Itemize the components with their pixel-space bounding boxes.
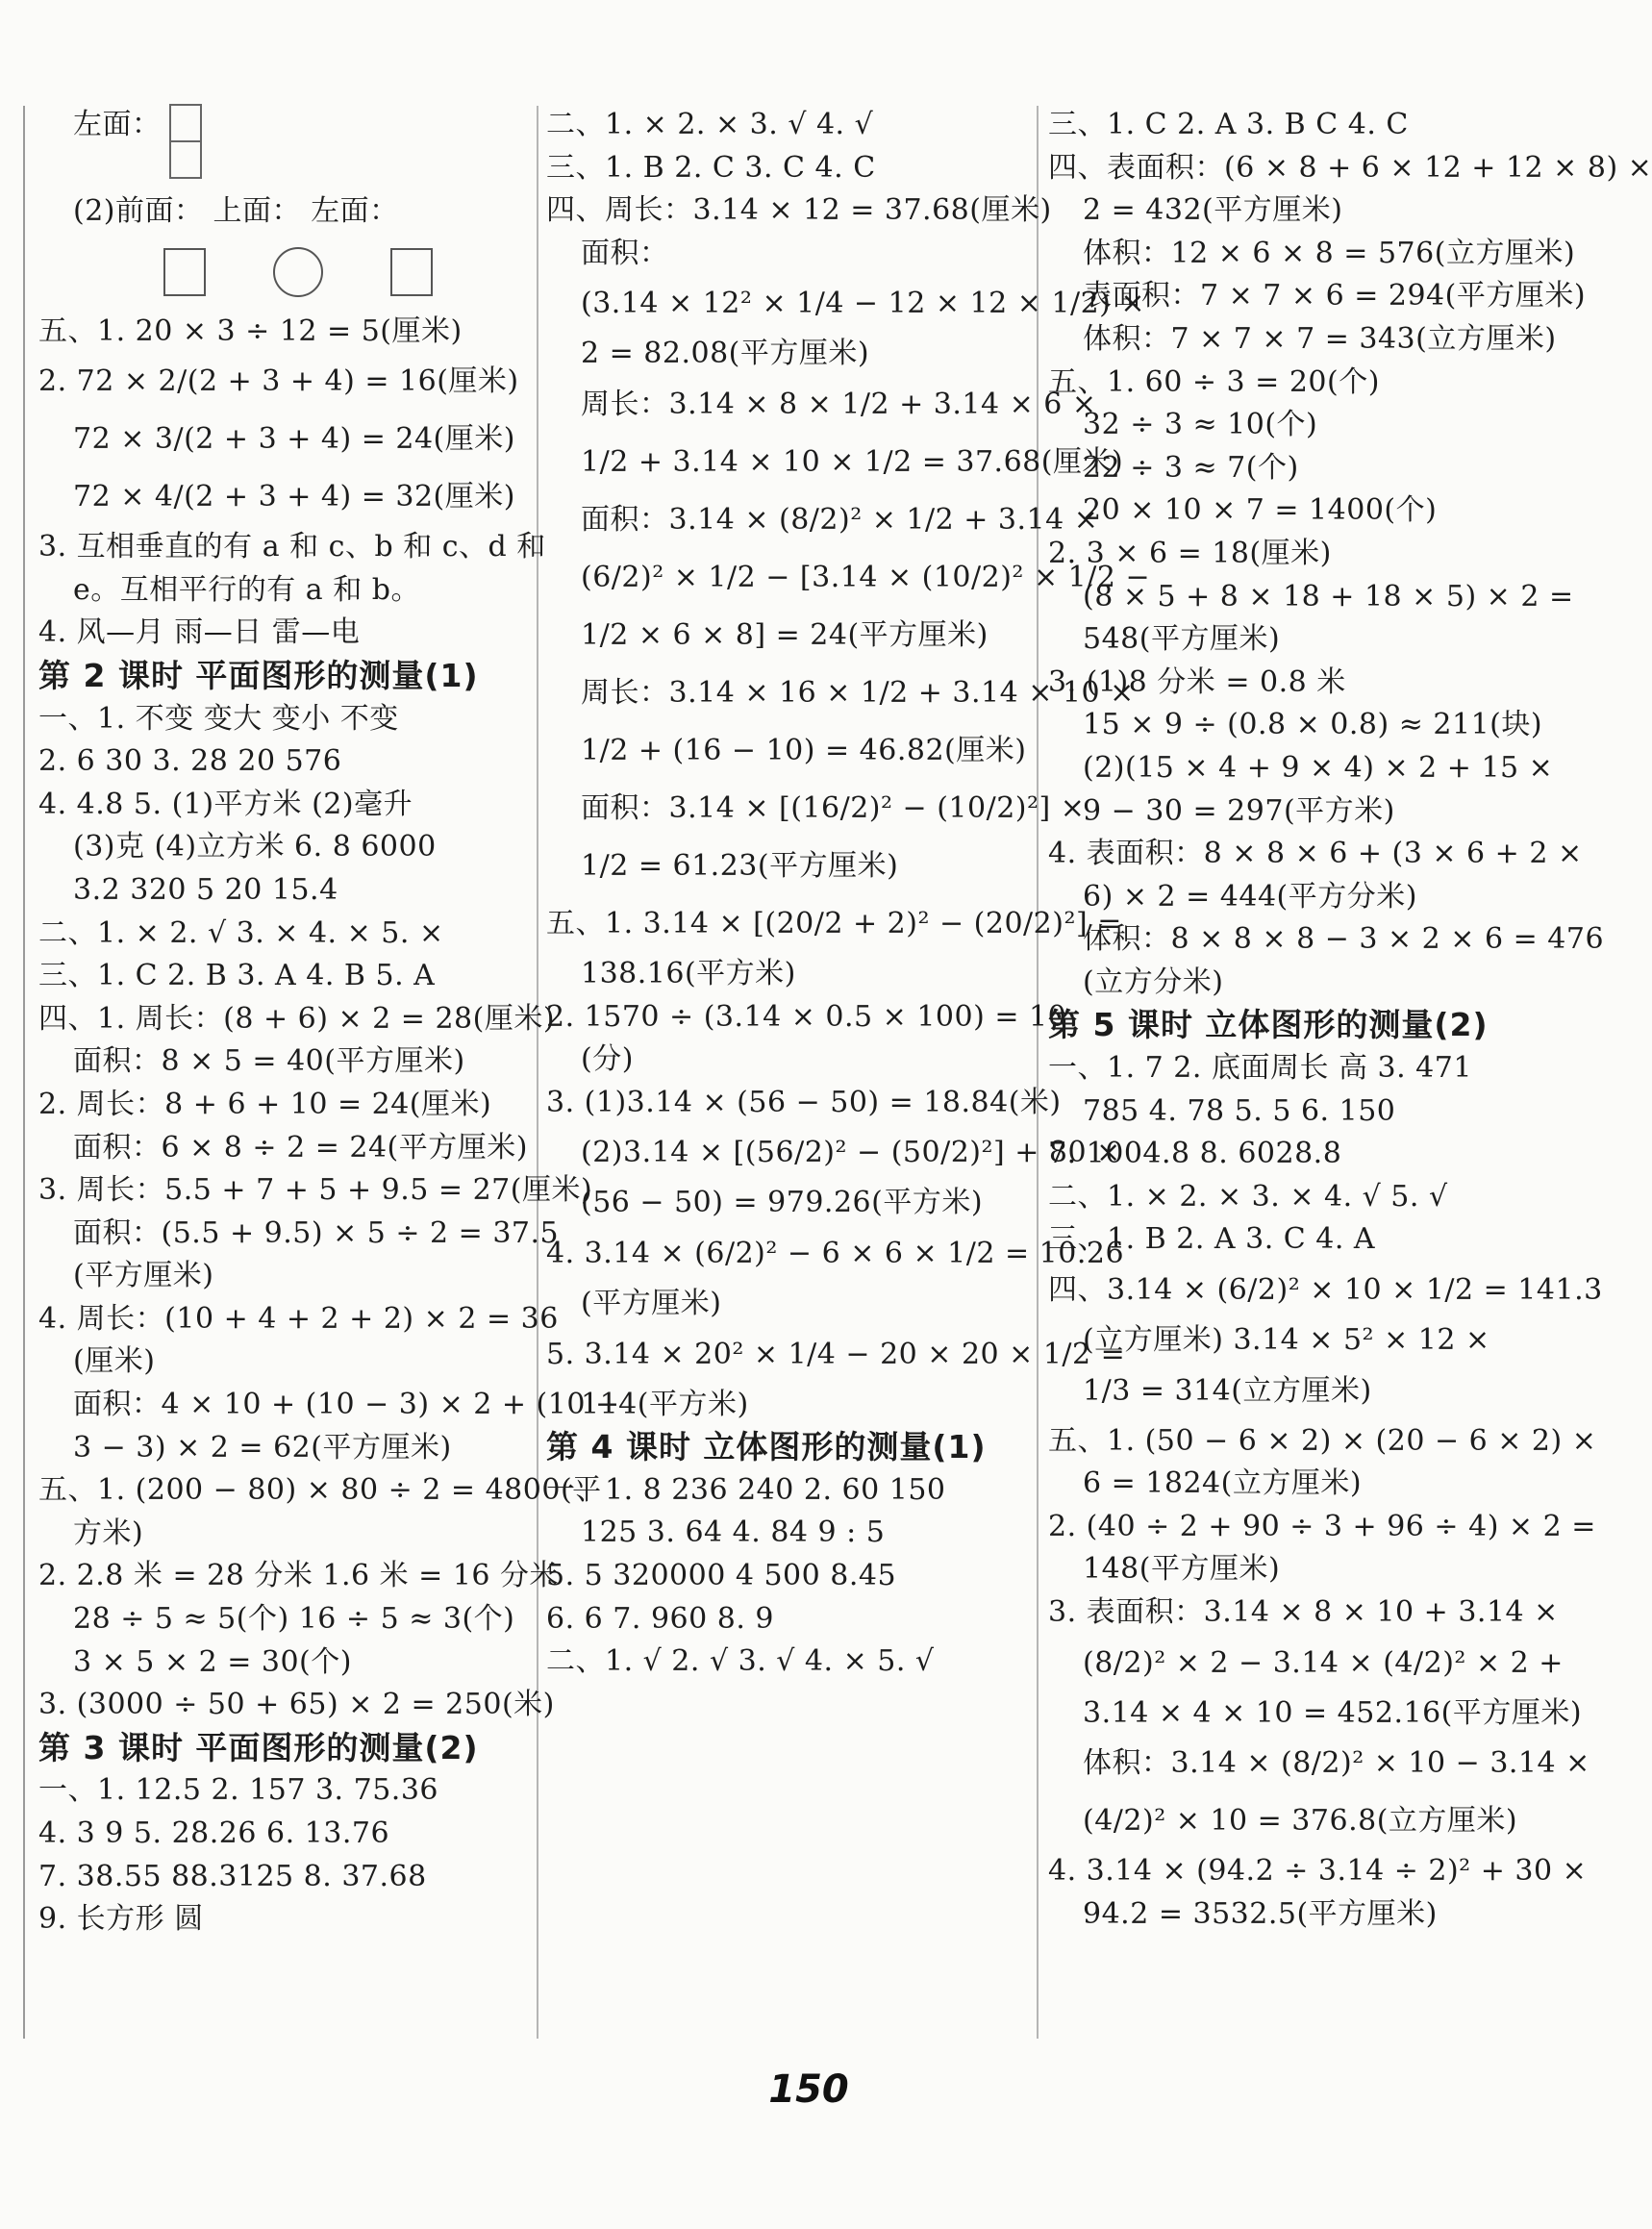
answer-text: 三、1. C 2. B 3. A 4. B 5. A xyxy=(38,959,436,993)
answer-line xyxy=(38,698,529,741)
answer-line xyxy=(38,1641,529,1685)
answer-text: 28 ÷ 5 ≈ 5(个) 16 ÷ 5 ≈ 3(个) xyxy=(73,1602,515,1637)
answer-text: 2 = 432(平方厘米) xyxy=(1083,193,1343,228)
answer-text: 4. 3.14 × (94.2 ÷ 3.14 ÷ 2)² + 30 × xyxy=(1048,1854,1588,1889)
answer-line xyxy=(1048,790,1587,834)
answer-text: 四、周长：3.14 × 12 = 37.68(厘米) xyxy=(546,193,1052,228)
answer-text: 周长：3.14 × 16 × 1/2 + 3.14 × 10 × xyxy=(581,675,1135,710)
answer-line xyxy=(1048,833,1587,876)
answer-line xyxy=(38,1127,529,1170)
answer-text: (6/2)² × 1/2 − [3.14 × (10/2)² × 1/2 − xyxy=(581,560,1151,594)
answer-line xyxy=(38,1384,620,1427)
answer-line xyxy=(546,491,1099,549)
answer-text: 7. 1004.8 8. 6028.8 xyxy=(1048,1137,1342,1171)
answer-text: 9. 长方形 圆 xyxy=(38,1902,204,1937)
answer-text: 第 2 课时 平面图形的测量(1) xyxy=(38,656,479,694)
answer-text: 3.2 320 5 20 15.4 xyxy=(73,872,338,907)
answer-text: 785 4. 78 5. 5 6. 150 xyxy=(1083,1093,1396,1128)
answer-line xyxy=(38,104,529,190)
answer-text: (立方分米) xyxy=(1083,964,1224,999)
answer-text: 1/3 = 314(立方厘米) xyxy=(1083,1373,1372,1408)
answer-text: 周长：3.14 × 8 × 1/2 + 3.14 × 6 × xyxy=(581,387,1097,421)
page-number: 150 xyxy=(768,2067,849,2112)
answer-line xyxy=(38,1469,602,1513)
answer-text: 32 ÷ 3 ≈ 10(个) xyxy=(1083,408,1318,442)
answer-line xyxy=(38,1084,529,1127)
answer-line xyxy=(1048,747,1587,790)
answer-line xyxy=(1048,1363,1587,1420)
answer-line xyxy=(38,1598,529,1641)
answer-text: 二、1. × 2. × 3. × 4. √ 5. √ xyxy=(1048,1179,1448,1214)
answer-text: 3. (1)3.14 × (56 − 50) = 18.84(米) xyxy=(546,1085,1062,1119)
answer-text: 2. 3 × 6 = 18(厘米) xyxy=(1048,536,1332,570)
answer-line xyxy=(546,549,1151,607)
answer-text: e。互相平行的有 a 和 b。 xyxy=(73,572,420,607)
answer-text: 6. 6 7. 960 8. 9 xyxy=(546,1601,774,1636)
answer-text: 3. (1)8 分米 = 0.8 米 xyxy=(1048,664,1346,699)
answer-line xyxy=(1048,489,1587,533)
answer-line xyxy=(38,612,529,655)
answer-line xyxy=(38,955,529,998)
answer-line xyxy=(1048,1133,1587,1176)
answer-line xyxy=(1048,1262,1603,1319)
answer-line xyxy=(38,784,529,827)
answer-text: 一、1. 12.5 2. 157 3. 75.36 xyxy=(38,1773,438,1808)
answer-line xyxy=(546,1039,1027,1082)
answer-line xyxy=(1048,1463,1587,1506)
answer-line xyxy=(38,190,529,234)
answer-line xyxy=(1048,918,1605,962)
answer-line xyxy=(38,1813,529,1856)
square-view-icon xyxy=(390,248,433,296)
answer-text: (56 − 50) = 979.26(平方米) xyxy=(581,1186,984,1220)
answer-line xyxy=(546,1640,1027,1684)
answer-line xyxy=(38,869,529,913)
answer-line xyxy=(38,1340,529,1384)
answer-line xyxy=(1048,1692,1587,1736)
answer-text: 3. (3000 ÷ 50 + 65) × 2 = 250(米) xyxy=(38,1688,555,1722)
answer-text: 三、1. B 2. C 3. C 4. C xyxy=(546,150,876,185)
answer-text: 四、1. 周长：(8 + 6) × 2 = 28(厘米) xyxy=(38,1001,556,1036)
answer-text: (平方厘米) xyxy=(581,1286,722,1320)
answer-text: 一、1. 7 2. 底面周长 高 3. 471 xyxy=(1048,1051,1472,1086)
answer-line xyxy=(1048,533,1587,576)
answer-text: 4. 风—月 雨—日 雷—电 xyxy=(38,615,361,650)
answer-line xyxy=(38,569,529,613)
answer-line xyxy=(1048,1635,1587,1692)
answer-line xyxy=(38,526,546,569)
answer-text: 三、1. B 2. A 3. C 4. A xyxy=(1048,1222,1376,1257)
answer-line xyxy=(1048,147,1652,190)
answer-text: 2. (40 ÷ 2 + 90 ÷ 3 + 96 ÷ 4) × 2 = xyxy=(1048,1509,1596,1543)
answer-line xyxy=(1048,1850,1587,1893)
answer-line xyxy=(546,607,1027,664)
answer-text: 6) × 2 = 444(平方分米) xyxy=(1083,879,1417,914)
answer-text: 左面： xyxy=(73,108,162,141)
answer-line xyxy=(1048,362,1587,405)
answer-line xyxy=(1048,104,1587,147)
answer-text: 第 5 课时 立体图形的测量(2) xyxy=(1048,1006,1489,1044)
answer-line xyxy=(1048,1090,1587,1134)
section-heading xyxy=(546,1426,1027,1469)
answer-text: 5. 3.14 × 20² × 1/4 − 20 × 20 × 1/2 = xyxy=(546,1337,1126,1371)
column-3 xyxy=(1048,104,1652,1936)
answer-text: 1/2 = 61.23(平方厘米) xyxy=(581,848,899,883)
answer-line xyxy=(1048,1506,1596,1549)
answer-text: 方米) xyxy=(73,1515,144,1550)
answer-line xyxy=(38,1769,529,1813)
answer-text: (厘米) xyxy=(73,1344,156,1379)
view-shapes xyxy=(38,234,529,311)
answer-text: 五、1. 60 ÷ 3 = 20(个) xyxy=(1048,364,1380,399)
answer-text: 6 = 1824(立方厘米) xyxy=(1083,1466,1363,1501)
answer-line xyxy=(546,189,1052,233)
answer-line xyxy=(38,411,529,468)
answer-text: 2. 72 × 2/(2 + 3 + 4) = 16(厘米) xyxy=(38,364,519,399)
answer-text: 体积：12 × 6 × 8 = 576(立方厘米) xyxy=(1083,236,1576,270)
answer-text: (2)前面： 上面： 左面： xyxy=(73,194,399,228)
answer-text: 2. 2.8 米 = 28 分米 1.6 米 = 16 分米 xyxy=(38,1559,560,1593)
answer-text: (分) xyxy=(581,1042,634,1077)
answer-line xyxy=(546,104,1027,147)
answer-line xyxy=(546,1182,1027,1225)
answer-line xyxy=(1048,1548,1587,1591)
answer-text: 面积：6 × 8 ÷ 2 = 24(平方厘米) xyxy=(73,1130,528,1165)
left-margin-rule xyxy=(23,106,25,2039)
answer-line xyxy=(38,1255,529,1298)
answer-line xyxy=(546,1555,1027,1598)
answer-line xyxy=(38,1898,529,1941)
answer-text: 4. 4.8 5. (1)平方米 (2)毫升 xyxy=(38,787,413,821)
answer-text: 二、1. × 2. × 3. √ 4. √ xyxy=(546,108,874,141)
answer-line xyxy=(1048,447,1587,490)
answer-text: 3 × 5 × 2 = 30(个) xyxy=(73,1644,352,1679)
answer-line xyxy=(38,1298,559,1341)
answer-line xyxy=(1048,1319,1587,1363)
answer-line xyxy=(1048,1047,1587,1090)
answer-text: 五、1. (200 − 80) × 80 ÷ 2 = 4800(平 xyxy=(38,1473,602,1508)
stacked-squares-icon xyxy=(169,104,202,179)
answer-line xyxy=(546,1598,1027,1641)
answer-line xyxy=(1048,704,1587,747)
answer-text: (4/2)² × 10 = 376.8(立方厘米) xyxy=(1083,1804,1518,1839)
answer-text: (立方厘米) 3.14 × 5² × 12 × xyxy=(1083,1323,1490,1358)
answer-line xyxy=(546,1384,1027,1427)
answer-text: 2. 周长：8 + 6 + 10 = 24(厘米) xyxy=(38,1087,492,1121)
answer-text: 7. 38.55 88.3125 8. 37.68 xyxy=(38,1859,427,1893)
answer-text: 20 × 10 × 7 = 1400(个) xyxy=(1083,493,1438,528)
answer-line xyxy=(1048,1735,1590,1792)
answer-text: 148(平方厘米) xyxy=(1083,1552,1281,1587)
answer-line xyxy=(1048,876,1587,919)
answer-text: 五、1. 3.14 × [(20/2 + 2)² − (20/2)²] = xyxy=(546,906,1122,940)
answer-text: (3.14 × 12² × 1/4 − 12 × 12 × 1/2) × xyxy=(581,287,1146,321)
answer-text: 体积：7 × 7 × 7 = 343(立方厘米) xyxy=(1083,321,1557,356)
answer-line xyxy=(1048,1218,1587,1262)
answer-text: 548(平方厘米) xyxy=(1083,622,1281,657)
answer-text: 第 3 课时 平面图形的测量(2) xyxy=(38,1728,479,1766)
answer-text: 125 3. 64 4. 84 9 : 5 xyxy=(581,1515,886,1550)
answer-text: 表面积：7 × 7 × 6 = 294(平方厘米) xyxy=(1083,279,1587,313)
answer-line xyxy=(546,333,1027,376)
column-1 xyxy=(38,104,620,1941)
answer-line xyxy=(546,780,1086,838)
answer-text: 5. 5 320000 4 500 8.45 xyxy=(546,1558,897,1592)
answer-line xyxy=(1048,1893,1587,1937)
answer-line xyxy=(38,468,529,526)
answer-line xyxy=(546,1283,1027,1326)
answer-line xyxy=(546,376,1097,434)
answer-line xyxy=(546,895,1122,953)
answer-line xyxy=(38,1427,529,1470)
answer-text: 94.2 = 3532.5(平方厘米) xyxy=(1083,1896,1438,1931)
answer-text: 1/2 × 6 × 8] = 24(平方厘米) xyxy=(581,617,989,652)
circle-view-icon xyxy=(273,247,323,297)
answer-text: 4. 3.14 × (6/2)² − 6 × 6 × 1/2 = 10.26 xyxy=(546,1236,1125,1270)
answer-text: 9 − 30 = 297(平方米) xyxy=(1083,793,1395,828)
answer-line xyxy=(1048,233,1587,276)
answer-text: 3 − 3) × 2 = 62(平方厘米) xyxy=(73,1430,452,1465)
answer-line xyxy=(546,275,1146,333)
answer-text: 体积：8 × 8 × 8 − 3 × 2 × 6 = 476 xyxy=(1083,922,1605,957)
answer-text: 15 × 9 ÷ (0.8 × 0.8) ≈ 211(块) xyxy=(1083,708,1543,742)
answer-text: 二、1. × 2. √ 3. × 4. × 5. × xyxy=(38,915,444,950)
answer-line xyxy=(1048,618,1587,662)
answer-line xyxy=(38,826,529,869)
answer-text: 二、1. √ 2. √ 3. √ 4. × 5. √ xyxy=(546,1644,935,1679)
answer-text: 一、1. 不变 变大 变小 不变 xyxy=(38,701,399,736)
answer-line xyxy=(546,1082,1062,1125)
answer-line xyxy=(546,838,1027,895)
answer-text: 四、3.14 × (6/2)² × 10 × 1/2 = 141.3 xyxy=(1048,1273,1603,1308)
answer-text: 114(平方米) xyxy=(581,1387,749,1421)
answer-text: 138.16(平方米) xyxy=(581,956,796,990)
answer-line xyxy=(38,1684,555,1727)
answer-line xyxy=(546,1512,1027,1555)
answer-text: (2)3.14 × [(56/2)² − (50/2)²] + 80 × xyxy=(581,1136,1121,1170)
answer-line xyxy=(38,998,556,1041)
answer-text: 4. 3 9 5. 28.26 6. 13.76 xyxy=(38,1816,390,1850)
answer-line xyxy=(1048,962,1587,1005)
answer-line xyxy=(546,953,1027,996)
answer-line xyxy=(546,1225,1125,1283)
answer-line xyxy=(38,353,529,411)
answer-line xyxy=(1048,576,1587,619)
answer-line xyxy=(38,1213,560,1256)
answer-text: 面积：8 × 5 = 40(平方厘米) xyxy=(73,1044,465,1079)
answer-text: 三、1. C 2. A 3. B C 4. C xyxy=(1048,108,1409,141)
section-heading xyxy=(38,1727,529,1770)
answer-line xyxy=(38,913,529,956)
answer-text: 面积：3.14 × (8/2)² × 1/2 + 3.14 × xyxy=(581,502,1099,537)
square-view-icon xyxy=(163,248,206,296)
answer-text: 3. 表面积：3.14 × 8 × 10 + 3.14 × xyxy=(1048,1595,1559,1629)
answer-text: 面积：3.14 × [(16/2)² − (10/2)²] × xyxy=(581,790,1086,825)
answer-text: 2. 1570 ÷ (3.14 × 0.5 × 100) = 10 xyxy=(546,999,1067,1034)
answer-line xyxy=(38,311,529,354)
answer-line xyxy=(546,664,1135,722)
section-heading xyxy=(1048,1004,1587,1047)
answer-text: (8 × 5 + 8 × 18 + 18 × 5) × 2 = xyxy=(1083,579,1574,614)
answer-line xyxy=(546,1326,1126,1384)
answer-line xyxy=(1048,1591,1587,1635)
answer-text: 一、1. 8 236 240 2. 60 150 xyxy=(546,1472,946,1507)
answer-text: (8/2)² × 2 − 3.14 × (4/2)² × 2 + xyxy=(1083,1645,1564,1680)
answer-text: 22 ÷ 3 ≈ 7(个) xyxy=(1083,450,1299,485)
answer-text: 72 × 3/(2 + 3 + 4) = 24(厘米) xyxy=(73,422,515,457)
answer-text: 四、表面积：(6 × 8 + 6 × 12 + 12 × 8) × xyxy=(1048,150,1652,185)
answer-line xyxy=(1048,275,1587,318)
answer-line xyxy=(546,1469,1027,1513)
answer-line xyxy=(546,434,1124,491)
answer-line xyxy=(546,147,1027,190)
answer-line xyxy=(1048,318,1587,362)
answer-text: 1/2 + 3.14 × 10 × 1/2 = 37.68(厘米) xyxy=(581,444,1124,479)
answer-line xyxy=(546,722,1027,780)
answer-line xyxy=(546,1124,1121,1182)
answer-text: 3. 互相垂直的有 a 和 c、b 和 c、d 和 xyxy=(38,530,546,564)
answer-line xyxy=(38,1513,529,1556)
answer-text: 4. 表面积：8 × 8 × 6 + (3 × 6 + 2 × xyxy=(1048,837,1583,871)
column-divider xyxy=(537,106,538,2039)
answer-text: 面积：(5.5 + 9.5) × 5 ÷ 2 = 37.5 xyxy=(73,1215,560,1250)
answer-line xyxy=(1048,1176,1587,1219)
answer-line xyxy=(38,1040,529,1084)
answer-text: 面积：4 × 10 + (10 − 3) × 2 + (10 − xyxy=(73,1388,620,1422)
answer-line xyxy=(1048,404,1587,447)
answer-text: 2 = 82.08(平方厘米) xyxy=(581,337,870,371)
answer-text: 2. 6 30 3. 28 20 576 xyxy=(38,744,342,779)
answer-line xyxy=(1048,1420,1597,1464)
answer-line xyxy=(38,740,529,784)
section-heading xyxy=(38,655,529,698)
answer-line xyxy=(546,996,1067,1039)
answer-text: 面积： xyxy=(581,236,669,270)
answer-text: 第 4 课时 立体图形的测量(1) xyxy=(546,1428,987,1466)
answer-text: 3. 周长：5.5 + 7 + 5 + 9.5 = 27(厘米) xyxy=(38,1173,593,1208)
answer-line xyxy=(1048,189,1587,233)
answer-text: (2)(15 × 4 + 9 × 4) × 2 + 15 × xyxy=(1083,750,1554,785)
answer-text: 3.14 × 4 × 10 = 452.16(平方厘米) xyxy=(1083,1695,1583,1730)
answer-text: (3)克 (4)立方米 6. 8 6000 xyxy=(73,830,437,864)
answer-line xyxy=(38,1856,529,1899)
answer-text: 五、1. (50 − 6 × 2) × (20 − 6 × 2) × xyxy=(1048,1423,1597,1458)
answer-text: 72 × 4/(2 + 3 + 4) = 32(厘米) xyxy=(73,480,515,514)
answer-line xyxy=(546,233,1027,276)
answer-line xyxy=(1048,1792,1587,1850)
answer-line xyxy=(38,1555,560,1598)
answer-line xyxy=(38,1169,593,1213)
column-2 xyxy=(546,104,1151,1684)
answer-text: (平方厘米) xyxy=(73,1259,214,1293)
answer-line xyxy=(1048,662,1587,705)
answer-text: 4. 周长：(10 + 4 + 2 + 2) × 2 = 36 xyxy=(38,1301,559,1336)
answer-text: 五、1. 20 × 3 ÷ 12 = 5(厘米) xyxy=(38,313,463,348)
answer-text: 体积：3.14 × (8/2)² × 10 − 3.14 × xyxy=(1083,1746,1590,1781)
answer-text: 1/2 + (16 − 10) = 46.82(厘米) xyxy=(581,733,1027,767)
